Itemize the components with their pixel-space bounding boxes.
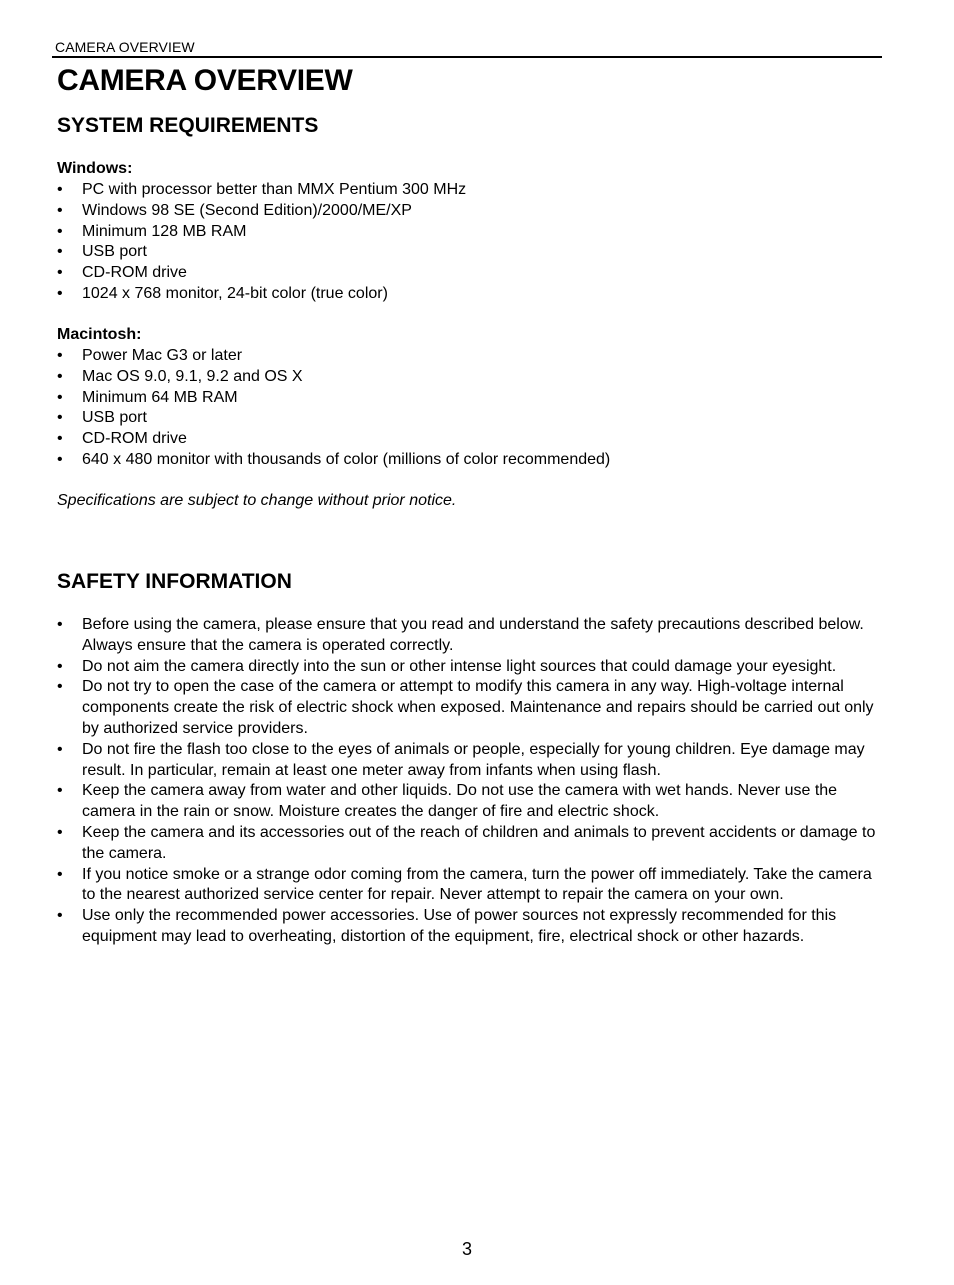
list-item: • 1024 x 768 monitor, 24-bit color (true color) bbox=[57, 284, 887, 305]
list-item: • Use only the recommended power accessories. Use of power sources not expressly recommended for this equipment may lead to overheating, distortion of the equipment, fire, electrical shock or other hazards. bbox=[57, 906, 887, 948]
list-item: • If you notice smoke or a strange odor coming from the camera, turn the power off immediately. Take the camera to the nearest authorized service center for repair. Never attempt to repair the camera on your own. bbox=[57, 865, 887, 907]
list-item: • USB port bbox=[57, 408, 887, 429]
list-item: • Power Mac G3 or later bbox=[57, 346, 887, 367]
safety-list bbox=[57, 615, 887, 948]
header-rule bbox=[52, 56, 882, 58]
list-item: • CD-ROM drive bbox=[57, 429, 887, 450]
safety-information-heading: SAFETY INFORMATION bbox=[57, 570, 292, 593]
list-item: • Before using the camera, please ensure that you read and understand the safety precautions described below. Always ensure that the camera is operated correctly. bbox=[57, 615, 887, 657]
macintosh-requirements-list bbox=[57, 346, 887, 471]
list-item: • Mac OS 9.0, 9.1, 9.2 and OS X bbox=[57, 367, 887, 388]
system-requirements-heading: SYSTEM REQUIREMENTS bbox=[57, 114, 319, 137]
list-item: • USB port bbox=[57, 242, 887, 263]
list-item: • Do not try to open the case of the camera or attempt to modify this camera in any way. High-voltage internal components create the risk of electric shock when exposed. Maintenance and repairs should be carried out only by authorized service providers. bbox=[57, 677, 887, 739]
list-item: • Do not aim the camera directly into the sun or other intense light sources that could damage your eyesight. bbox=[57, 657, 887, 678]
list-item: • Keep the camera away from water and other liquids. Do not use the camera with wet hands. Never use the camera in the rain or snow. Moisture creates the danger of fire and electric shock. bbox=[57, 781, 887, 823]
list-item: • Windows 98 SE (Second Edition)/2000/ME/XP bbox=[57, 201, 887, 222]
list-item: • Keep the camera and its accessories out of the reach of children and animals to prevent accidents or damage to the camera. bbox=[57, 823, 887, 865]
page-number: 3 bbox=[461, 1239, 472, 1259]
list-item: • PC with processor better than MMX Pentium 300 MHz bbox=[57, 180, 887, 201]
specifications-note: Specifications are subject to change without prior notice. bbox=[57, 492, 457, 509]
macintosh-label: Macintosh: bbox=[57, 326, 142, 343]
list-item: • 640 x 480 monitor with thousands of color (millions of color recommended) bbox=[57, 450, 887, 471]
windows-label: Windows: bbox=[57, 160, 133, 177]
running-header: CAMERA OVERVIEW bbox=[55, 39, 195, 55]
list-item: • Minimum 128 MB RAM bbox=[57, 222, 887, 243]
windows-requirements-list bbox=[57, 180, 887, 305]
list-item: • Do not fire the flash too close to the eyes of animals or people, especially for young children. Eye damage may result. In particular, remain at least one meter away from infants when using flash. bbox=[57, 740, 887, 782]
list-item: • Minimum 64 MB RAM bbox=[57, 388, 887, 409]
list-item: • CD-ROM drive bbox=[57, 263, 887, 284]
page-title: CAMERA OVERVIEW bbox=[57, 64, 353, 97]
